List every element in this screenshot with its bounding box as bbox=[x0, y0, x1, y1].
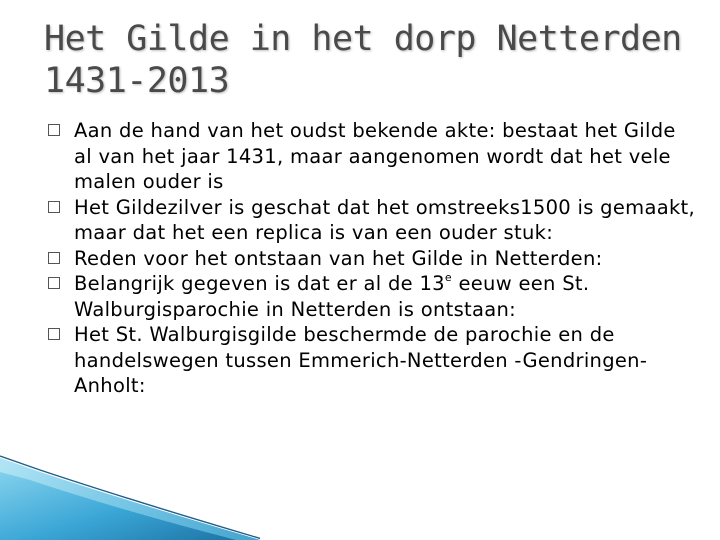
bullet-text: Aan de hand van het oudst bekende akte: bestaat het Gilde al van het jaar 1431, maar aangenomen wordt dat het vele malen ouder is bbox=[74, 119, 676, 193]
bullet-text: Reden voor het ontstaan van het Gilde in Netterden: bbox=[74, 246, 603, 270]
square-bullet-icon bbox=[48, 252, 60, 264]
slide-title bbox=[44, 18, 684, 102]
bullet-text-part: Belangrijk gegeven is dat er al de 13 bbox=[74, 272, 445, 295]
bullet-text bbox=[74, 272, 589, 321]
bullet-item bbox=[48, 322, 698, 399]
superscript-ordinal: e bbox=[444, 270, 452, 284]
square-bullet-icon bbox=[48, 328, 60, 340]
bullet-text: Het Gildezilver is geschat dat het omstreeks1500 is gemaakt, maar dat het een replica is van een ouder stuk: bbox=[74, 195, 695, 244]
square-bullet-icon bbox=[48, 201, 60, 213]
bullet-item bbox=[48, 271, 698, 322]
title-line-1: Het Gilde in het dorp Netterden bbox=[44, 19, 682, 59]
bullet-list bbox=[48, 118, 698, 399]
bullet-text-part: eeuw een St. Walburgisparochie in Netterden is ontstaan: bbox=[74, 272, 590, 321]
bullet-item bbox=[48, 195, 698, 246]
square-bullet-icon bbox=[48, 124, 60, 136]
bullet-item bbox=[48, 118, 698, 195]
square-bullet-icon bbox=[48, 277, 60, 289]
bullet-text: Het St. Walburgisgilde beschermde de parochie en de handelswegen tussen Emmerich-Netterden -Gendringen-Anholt: bbox=[74, 323, 648, 397]
bullet-item bbox=[48, 246, 698, 272]
decorative-swoosh bbox=[0, 450, 260, 540]
title-line-2: 1431-2013 bbox=[44, 61, 230, 101]
